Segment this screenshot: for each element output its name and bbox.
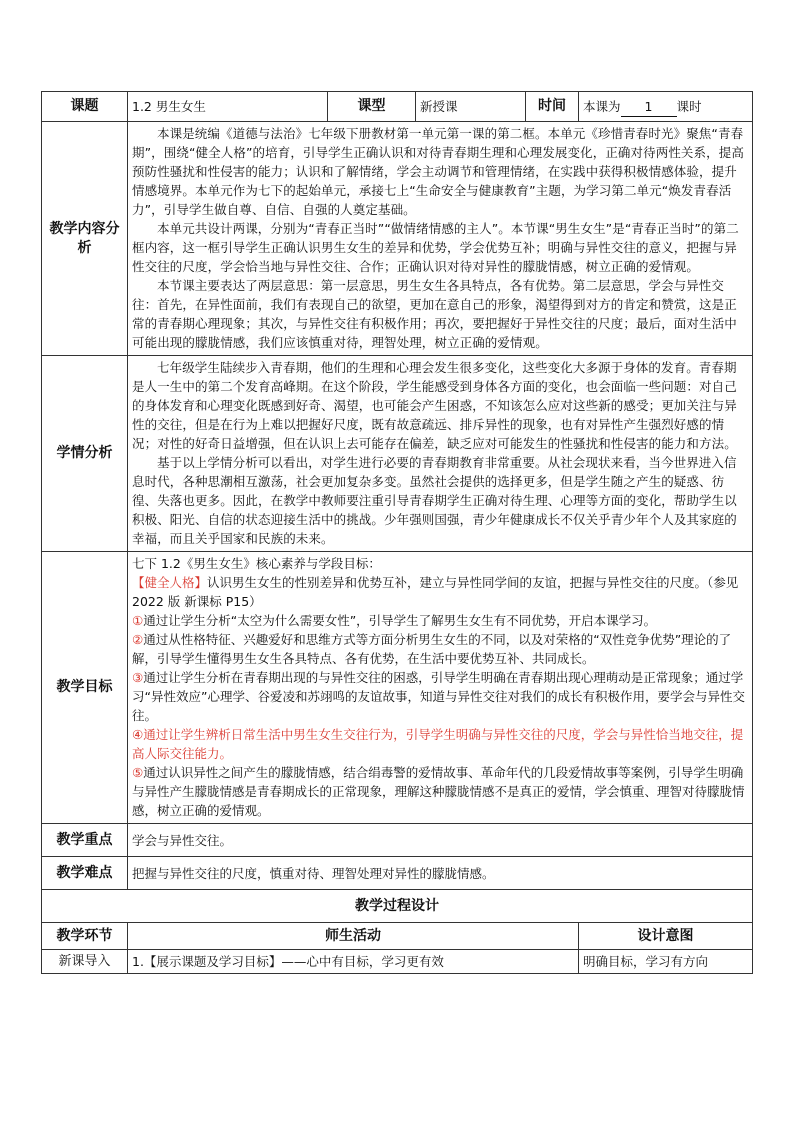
- objective-text: 通过让学生辨析日常生活中男生女生交往行为，引导学生明确与异性交往的尺度，学会与异性恰当地交往，提高人际交往能力。: [132, 727, 744, 761]
- content-analysis-row: [42, 122, 753, 356]
- type-value: 新授课: [416, 92, 526, 122]
- time-prefix: 本课为: [583, 98, 621, 114]
- content-analysis-label: 教学内容分析: [42, 122, 128, 356]
- content-paragraph: 本单元共设计两课，分别为“青春正当时”“做情绪情感的主人”。本节课“男生女生”是“青春正当时”的第二框内容，这一框引导学生正确认识男生女生的差异和优势，学会优势互补；明确与异性交往的意义，把握与异性交往的尺度，学会恰当地与异性交往、合作；正确认识对待对异性的朦胧情感，树立正确的爱情观。: [132, 221, 739, 274]
- objectives-intro: 七下 1.2《男生女生》核心素养与学段目标：: [132, 556, 381, 571]
- process-title-row: [42, 890, 753, 923]
- col-stage-header: 教学环节: [42, 923, 128, 950]
- objective-mark: ②: [132, 632, 144, 647]
- objective-item: [132, 668, 748, 725]
- objective-mark: ①: [132, 613, 144, 628]
- stage-cell: 新课导入: [42, 950, 128, 974]
- time-suffix: 课时: [676, 98, 702, 114]
- time-label: 时间: [526, 92, 579, 122]
- col-intent-header: 设计意图: [579, 923, 753, 950]
- difficulty-row: [42, 857, 753, 890]
- topic-value: 1.2 男生女生: [128, 92, 328, 122]
- key-point-label: 教学重点: [42, 824, 128, 857]
- time-value: [579, 92, 753, 122]
- intent-cell: 明确目标，学习有方向: [579, 950, 753, 974]
- content-paragraph: 本课是统编《道德与法治》七年级下册教材第一单元第一课的第二框。本单元《珍惜青春时光》聚焦“青春期”，围绕“健全人格”的培育，引导学生正确认识和对待青春期生理和心理发展变化，正确对待两性关系，提高预防性骚扰和性侵害的能力；认识和了解情绪，学会主动调节和管理情绪，在实践中获得积极情感体验，提升情感境界。本单元作为七下的起始单元，承接七上“生命安全与健康教育”主题，为学习第二单元“焕发青春活力”，引导学生做自尊、自信、自强的人奠定基础。: [132, 126, 744, 217]
- objective-item: [132, 725, 748, 763]
- core-text: 认识男生女生的性别差异和优势互补，建立与异性同学间的友谊，把握与异性交往的尺度。（参见 2022 版 新课标 P15）: [132, 575, 739, 609]
- content-analysis-body: [128, 122, 753, 356]
- table-row: [42, 950, 753, 974]
- process-title: 教学过程设计: [42, 890, 753, 923]
- objectives-body: [128, 552, 753, 824]
- content-paragraph: 本节课主要表达了两层意思：第一层意思，男生女生各具特点，各有优势。第二层意思，学会与异性交往：首先，在异性面前，我们有表现自己的欲望，更加在意自己的形象，渴望得到对方的肯定和赞赏，这是正常的青春期心理现象；其次，与异性交往有积极作用；再次，要把握好于异性交往的尺度；最后，面对生活中可能出现的朦胧情感，我们应该慎重对待，理智处理，树立正确的爱情观。: [132, 278, 737, 350]
- student-analysis-row: [42, 356, 753, 552]
- header-row: [42, 92, 753, 122]
- objective-item: [132, 763, 748, 820]
- difficulty-text: 把握与异性交往的尺度，慎重对待、理智处理对异性的朦胧情感。: [128, 857, 753, 890]
- objective-text: 通过认识异性之间产生的朦胧情感，结合绢毒警的爱情故事、革命年代的几段爱情故事等案例，引导学生明确与异性产生朦胧情感是青春期成长的正常现象，理解这种朦胧情感不是真正的爱情，学会慎重、理智对待朦胧情感，树立正确的爱情观。: [132, 765, 745, 818]
- objective-mark: ⑤: [132, 765, 144, 780]
- core-literacy: [132, 573, 748, 611]
- objective-text: 通过从性格特征、兴趣爱好和思维方式等方面分析男生女生的不同，以及对荣格的“双性竞争优势”理论的了解，引导学生懂得男生女生各具特点、各有优势，在生活中要优势互补、共同成长。: [132, 632, 732, 666]
- process-header-row: [42, 923, 753, 950]
- objectives-row: [42, 552, 753, 824]
- objective-mark: ③: [132, 670, 144, 685]
- difficulty-label: 教学难点: [42, 857, 128, 890]
- topic-label: 课题: [42, 92, 128, 122]
- objective-text: 通过让学生分析“太空为什么需要女性”，引导学生了解男生女生有不同优势，开启本课学习。: [143, 613, 657, 628]
- time-count: 1: [621, 97, 677, 117]
- student-paragraph: 基于以上学情分析可以看出，对学生进行必要的青春期教育非常重要。从社会现状来看，当今世界进入信息时代，各种思潮相互激荡，社会更加复杂多变。虽然社会提供的选择更多，但是学生随之产生的疑惑、彷徨、失落也更多。因此，在教学中教师要注重引导青春期学生正确对待生理、心理等方面的变化，帮助学生以积极、阳光、自信的状态迎接生活中的挑战。少年强则国强，青少年健康成长不仅关乎青少年个人及其家庭的幸福，而且关乎国家和民族的未来。: [132, 455, 737, 546]
- objective-text: 通过让学生分析在青春期出现的与异性交往的困惑，引导学生明确在青春期出现心理萌动是正常现象；通过学习“异性效应”心理学、谷爱凌和苏翊鸣的友谊故事，知道与异性交往对我们的成长有积极作用，要学会与异性交往。: [132, 670, 745, 723]
- objective-mark: ④: [132, 727, 144, 742]
- student-analysis-label: 学情分析: [42, 356, 128, 552]
- student-paragraph: 七年级学生陆续步入青春期，他们的生理和心理会发生很多变化，这些变化大多源于身体的发育。青春期是人一生中的第二个发育高峰期。在这个阶段，学生能感受到身体各方面的变化，也会面临一些问题：对自己的身体发育和心理变化既感到好奇、渴望，也可能会产生困惑，不知该怎么应对这些新的感受；更加关注与异性的交往，但是在行为上难以把握好尺度，既有故意疏远、排斥异性的现象，也有对异性产生强烈好感的情况；对性的好奇日益增强，但在认识上去可能存在偏差，缺乏应对可能发生的性骚扰和性侵害的能力和方法。: [132, 360, 737, 451]
- objective-item: [132, 630, 748, 668]
- type-label: 课型: [328, 92, 416, 122]
- lesson-plan-document: [41, 91, 752, 974]
- key-point-text: 学会与异性交往。: [128, 824, 753, 857]
- key-point-row: [42, 824, 753, 857]
- col-activity-header: 师生活动: [128, 923, 579, 950]
- objectives-label: 教学目标: [42, 552, 128, 824]
- core-tag: 【健全人格】: [132, 575, 208, 590]
- activity-cell: 1.【展示课题及学习目标】——心中有目标，学习更有效: [128, 950, 579, 974]
- lesson-plan-table: [41, 91, 753, 974]
- objective-item: [132, 611, 748, 630]
- student-analysis-body: [128, 356, 753, 552]
